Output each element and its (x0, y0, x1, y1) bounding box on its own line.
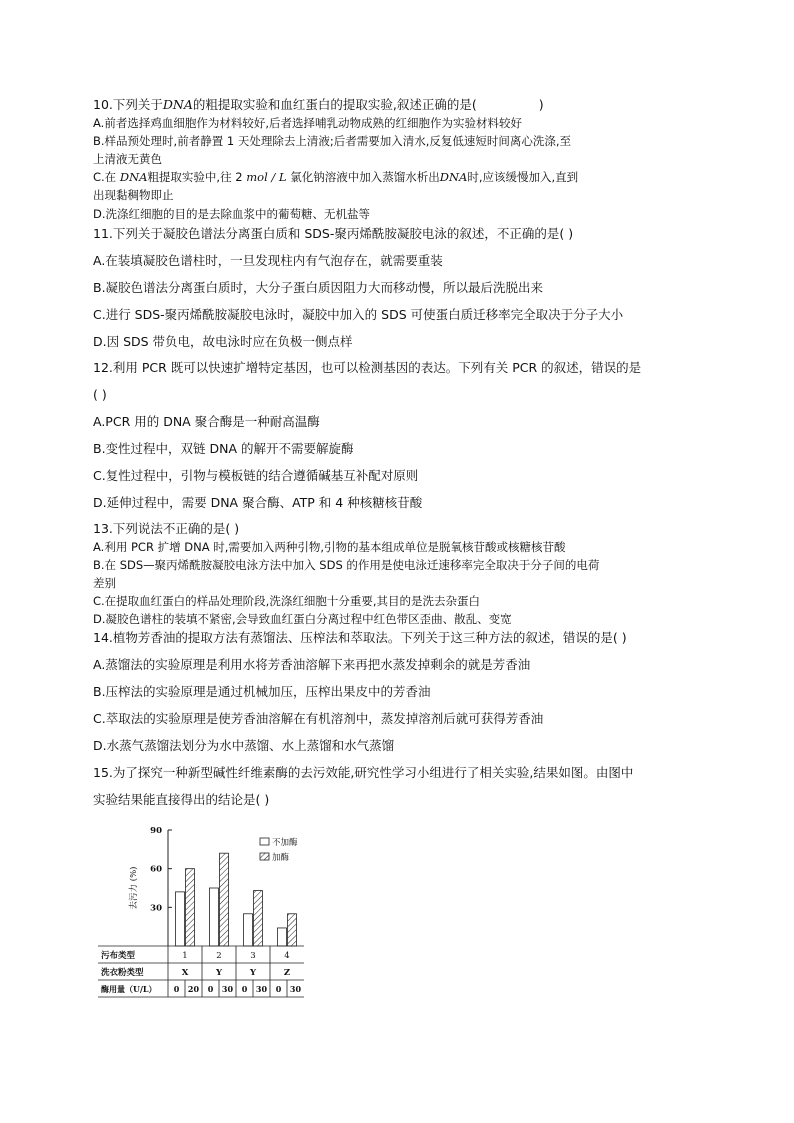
table-cell: Y (215, 968, 223, 978)
y-tick-label: 90 (150, 826, 162, 836)
table-cell: 0 (241, 984, 248, 994)
table-row-label-fabric: 污布类型 (101, 951, 136, 961)
q10-option-a: A.前者选择鸡血细胞作为材料较好,后者选择哺乳动物成熟的红细胞作为实验材料较好 (93, 116, 522, 130)
q10-option-b: B.样品预处理时,前者静置 1 天处理除去上清液;后者需要加入清水,反复低速短时间离心洗涤,至 (93, 134, 572, 148)
legend (260, 837, 298, 863)
table-row-label-enzyme-dose: 酶用量（U/L） (101, 984, 157, 994)
q14-stem: 14.植物芳香油的提取方法有蒸馏法、压榨法和萃取法。下列关于这三种方法的叙述，错误的是( ) (93, 630, 627, 645)
table-cell: Z (283, 968, 291, 978)
q10-option-c-cont: 出现黏稠物即止 (93, 188, 174, 202)
bar-no-enzyme (210, 888, 219, 946)
table-cell: 30 (255, 984, 268, 994)
q13-option-a: A.利用 PCR 扩增 DNA 时,需要加入两种引物,引物的基本组成单位是脱氧核苷酸或核糖核苷酸 (93, 540, 566, 554)
legend-swatch-no-enzyme (260, 838, 269, 845)
table-cell: X (181, 968, 189, 978)
q14-option-b: B.压榨法的实验原理是通过机械加压，压榨出果皮中的芳香油 (93, 684, 431, 699)
q12-stem-cont: ( ) (93, 387, 107, 402)
q10-option-d: D.洗涤红细胞的目的是去除血浆中的葡萄糖、无机盐等 (93, 207, 371, 221)
y-axis-label: 去污力 (%) (129, 866, 139, 910)
q10-stem: 10.下列关于DNA的粗提取实验和血红蛋白的提取实验,叙述正确的是( ) (93, 97, 544, 112)
table-cell: 1 (182, 951, 188, 961)
q13-option-b: B.在 SDS—聚丙烯酰胺凝胶电泳方法中加入 SDS 的作用是使电泳迁速移率完全取决于分子间的电荷 (93, 558, 600, 572)
q13-option-c: C.在提取血红蛋白的样品处理阶段,洗涤红细胞十分重要,其目的是洗去杂蛋白 (93, 594, 480, 608)
table-cell: 0 (275, 984, 282, 994)
y-tick-label: 30 (150, 903, 162, 914)
q11-option-a: A.在装填凝胶色谱柱时，一旦发现柱内有气泡存在，就需要重装 (93, 253, 443, 268)
q13-option-b-cont: 差别 (93, 576, 116, 590)
q15-stem: 15.为了探究一种新型碱性纤维素酶的去污效能,研究性学习小组进行了相关实验,结果如图。由图中 (93, 765, 634, 780)
q12-option-b: B.变性过程中，双链 DNA 的解开不需要解旋酶 (93, 441, 354, 456)
q12-option-c: C.复性过程中，引物与模板链的结合遵循碱基互补配对原则 (93, 468, 419, 483)
bar-enzyme (288, 914, 297, 946)
legend-label-enzyme: 加酶 (272, 853, 290, 863)
q15-stem-cont: 实验结果能直接得出的结论是( ) (93, 792, 270, 807)
table-cell: Y (249, 968, 257, 978)
q10-option-b-cont: 上清液无黄色 (93, 152, 162, 166)
q13-option-d: D.凝胶色谱柱的装填不紧密,会导致血红蛋白分离过程中红色带区歪曲、散乱、变宽 (93, 612, 512, 626)
q13-stem: 13.下列说法不正确的是( ) (93, 521, 240, 536)
legend-swatch-enzyme (260, 853, 269, 860)
table-row-label-detergent: 洗衣粉类型 (101, 968, 144, 978)
bar-no-enzyme (244, 914, 253, 946)
q11-stem: 11.下列关于凝胶色谱法分离蛋白质和 SDS-聚丙烯酰胺凝胶电泳的叙述，不正确的是( ) (93, 226, 574, 241)
q12-option-a: A.PCR 用的 DNA 聚合酶是一种耐高温酶 (93, 414, 320, 429)
bar-enzyme (220, 853, 229, 946)
table-cell: 0 (207, 984, 214, 994)
legend-label-no-enzyme: 不加酶 (272, 838, 298, 848)
bar-enzyme (186, 869, 195, 946)
q14-option-d: D.水蒸气蒸馏法划分为水中蒸馏、水上蒸馏和水气蒸馏 (93, 738, 395, 753)
y-tick-label: 60 (150, 864, 162, 875)
q10-option-c: C.在 DNA粗提取实验中,往 2 mol / L 氯化钠溶液中加入蒸馏水析出DNA时,应该缓慢加入,直到 (93, 170, 579, 184)
q11-option-c: C.进行 SDS-聚丙烯酰胺凝胶电泳时，凝胶中加入的 SDS 可使蛋白质迁移率完全取决于分子大小 (93, 307, 624, 322)
detergency-bar-chart (98, 822, 308, 1000)
q12-stem: 12.利用 PCR 既可以快速扩增特定基因，也可以检测基因的表达。下列有关 PCR 的叙述，错误的是 (93, 360, 642, 375)
table-cell: 2 (216, 951, 222, 961)
q11-option-b: B.凝胶色谱法分离蛋白质时，大分子蛋白质因阻力大而移动慢，所以最后洗脱出来 (93, 280, 544, 295)
bar-no-enzyme (278, 928, 287, 946)
table-cell: 30 (289, 984, 302, 994)
table-cell: 3 (250, 951, 256, 961)
q14-option-c: C.萃取法的实验原理是使芳香油溶解在有机溶剂中，蒸发掉溶剂后就可获得芳香油 (93, 711, 544, 726)
table-cell: 30 (221, 984, 234, 994)
q11-option-d: D.因 SDS 带负电，故电泳时应在负极一侧点样 (93, 334, 353, 349)
bar-no-enzyme (176, 892, 185, 946)
table-cell: 4 (284, 951, 290, 961)
bar-enzyme (254, 891, 263, 946)
q14-option-a: A.蒸馏法的实验原理是利用水将芳香油溶解下来再把水蒸发掉剩余的就是芳香油 (93, 657, 531, 672)
table-cell: 20 (187, 984, 200, 994)
q12-option-d: D.延伸过程中，需要 DNA 聚合酶、ATP 和 4 种核糖核苷酸 (93, 495, 423, 510)
table-cell: 0 (173, 984, 180, 994)
